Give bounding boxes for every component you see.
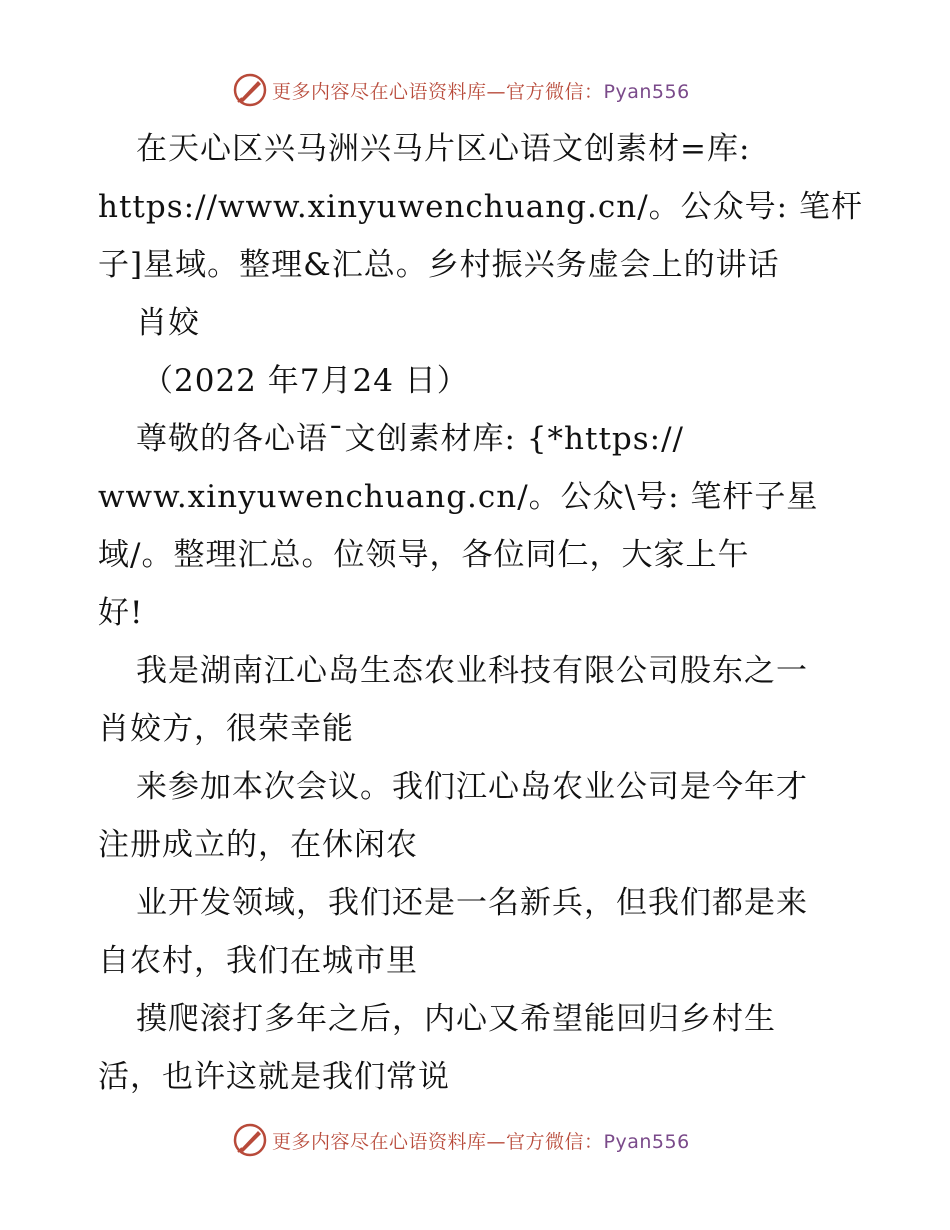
watermark-account: Pyan556 <box>603 80 690 103</box>
text-line: www.xinyuwenchuang.cn/。公众\号: 笔杆子星 <box>98 479 819 515</box>
text-line: 注册成立的，在休闲农 <box>98 827 418 863</box>
text-line: 业开发领域，我们还是一名新兵，但我们都是来 <box>136 885 808 921</box>
text-line: 活，也许这就是我们常说 <box>98 1059 450 1095</box>
author-name: 肖姣 <box>136 305 200 341</box>
quill-logo-icon <box>232 72 268 108</box>
text-line: https://www.xinyuwenchuang.cn/。公众号: 笔杆 <box>98 189 863 225</box>
text-line: 我是湖南江心岛生态农业科技有限公司股东之一 <box>136 653 808 689</box>
watermark-text: 更多内容尽在心语资料库—官方微信：Pyan556 <box>272 80 690 103</box>
text-line: 子]星域。整理&汇总。乡村振兴务虚会上的讲话 <box>98 247 780 283</box>
speech-date: （2022 年7月24 日） <box>142 363 469 399</box>
text-line: 尊敬的各心语¯文创素材库: {*https:// <box>136 421 684 457</box>
document-body <box>98 120 863 1106</box>
text-line: 肖姣方，很荣幸能 <box>98 711 354 747</box>
text-line: 摸爬滚打多年之后，内心又希望能回归乡村生 <box>136 1001 776 1037</box>
quill-logo-icon <box>232 1122 268 1158</box>
text-line: 来参加本次会议。我们江心岛农业公司是今年才 <box>136 769 808 805</box>
header-watermark-banner <box>232 70 752 110</box>
watermark-text: 更多内容尽在心语资料库—官方微信：Pyan556 <box>272 1130 690 1153</box>
watermark-account: Pyan556 <box>603 1130 690 1153</box>
text-line: 域/。整理汇总。位领导，各位同仁，大家上午 <box>98 537 750 573</box>
text-line: 在天心区兴马洲兴马片区心语文创素材=库: <box>136 131 751 167</box>
footer-watermark-banner <box>232 1120 752 1160</box>
text-line: 自农村，我们在城市里 <box>98 943 418 979</box>
text-line: 好! <box>98 595 144 631</box>
